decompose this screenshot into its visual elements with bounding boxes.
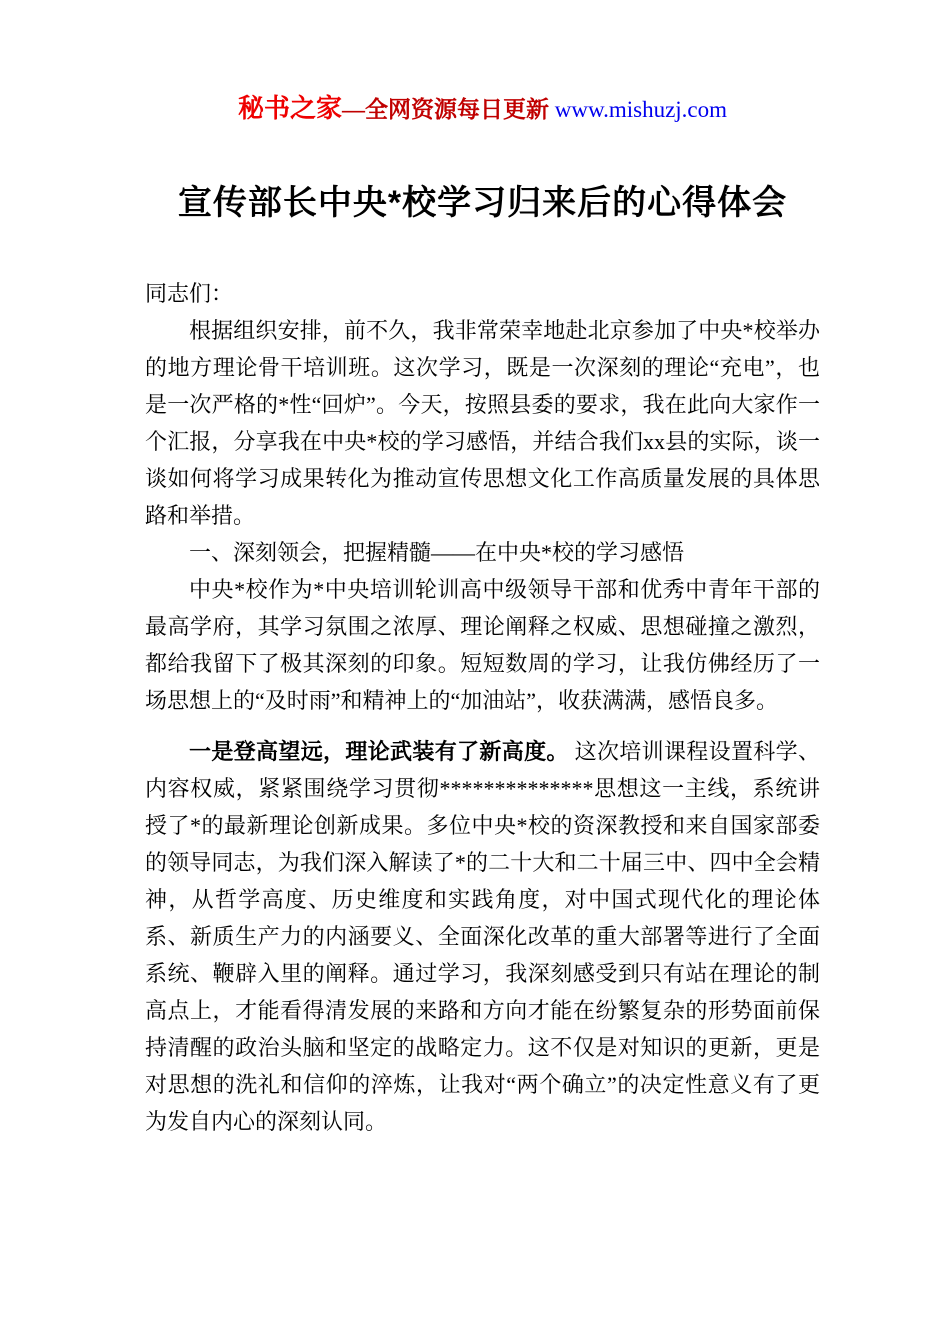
paragraph: 根据组织安排，前不久，我非常荣幸地赴北京参加了中央*校举办的地方理论骨干培训班。这次学习，既是一次深刻的理论“充电”，也是一次严格的*性“回炉”。今天，按照县委的要求，我在此向大家作一个汇报，分享我在中央*校的学习感悟，并结合我们xx县的实际，谈一谈如何将学习成果转化为推动宣传思想文化工作高质量发展的具体思路和举措。 bbox=[145, 318, 820, 529]
site-header bbox=[145, 88, 820, 125]
salutation: 同志们： bbox=[145, 281, 234, 307]
paragraph-lead: 一是登高望远，理论武装有了新高度。 bbox=[189, 739, 569, 765]
site-name: 秘书之家 bbox=[237, 94, 342, 123]
section-heading: 一、深刻领会，把握精髓——在中央*校的学习感悟 bbox=[189, 540, 685, 566]
document-title: 宣传部长中央*校学习归来后的心得体会 bbox=[177, 184, 788, 222]
paragraph: 中央*校作为*中央培训轮训高中级领导干部和优秀中青年干部的最高学府，其学习氛围之浓厚、理论阐释之权威、思想碰撞之激烈，都给我留下了极其深刻的印象。短短数周的学习，让我仿佛经历了一场思想上的“及时雨”和精神上的“加油站”，收获满满，感悟良多。 bbox=[145, 577, 820, 714]
site-tagline: —全网资源每日更新 bbox=[342, 97, 555, 122]
site-url-link[interactable]: www.mishuzj.com bbox=[554, 97, 728, 122]
document-body bbox=[145, 275, 820, 1140]
paragraph: 一是登高望远，理论武装有了新高度。 这次培训课程设置科学、内容权威，紧紧围绕学习贯彻**************思想这一主线，系统讲授了*的最新理论创新成果。多位中央*校的资深教授和来自国家部委的领导同志，为我们深入解读了*的二十大和二十届三中、四中全会精神，从哲学高度、历史维度和实践角度，对中国式现代化的理论体系、新质生产力的内涵要义、全面深化改革的重大部署等进行了全面系统、鞭辟入里的阐释。通过学习，我深刻感受到只有站在理论的制高点上，才能看得清发展的来路和方向才能在纷繁复杂的形势面前保持清醒的政治头脑和坚定的战略定力。这不仅是对知识的更新，更是对思想的洗礼和信仰的淬炼，让我对“两个确立”的决定性意义有了更为发自内心的深刻认同。 bbox=[145, 739, 820, 1135]
